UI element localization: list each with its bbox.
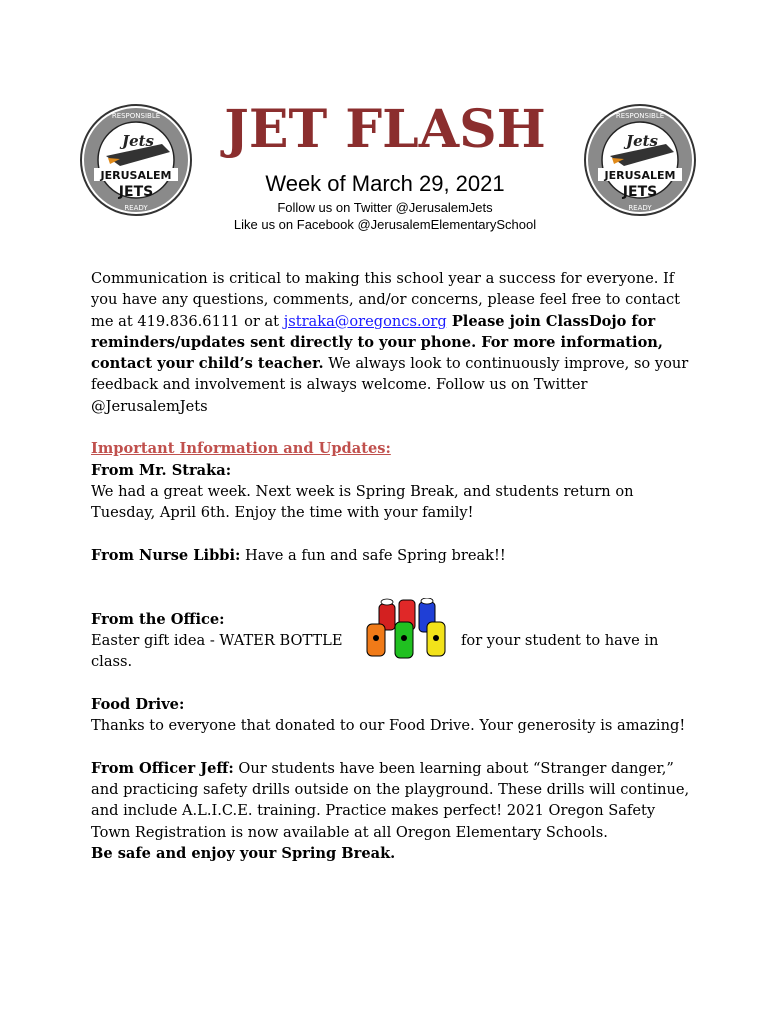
straka-heading: From Mr. Straka:	[91, 461, 232, 479]
nurse-heading: From Nurse Libbi:	[91, 546, 241, 564]
svg-text:RESPONSIBLE: RESPONSIBLE	[111, 112, 161, 120]
office-text-row	[91, 630, 691, 673]
svg-text:JERUSALEM: JERUSALEM	[100, 169, 172, 182]
office-heading: From the Office:	[91, 610, 225, 628]
svg-text:Jets: Jets	[625, 132, 659, 150]
svg-text:JETS: JETS	[622, 184, 658, 200]
email-link[interactable]: jstraka@oregoncs.org	[283, 312, 447, 330]
svg-text:READY: READY	[124, 204, 148, 212]
svg-text:Jets: Jets	[121, 132, 155, 150]
nurse-paragraph	[91, 545, 691, 566]
svg-text:JETS: JETS	[118, 184, 154, 200]
nurse-text: Have a fun and safe Spring break!!	[240, 546, 506, 564]
facebook-follow-line: Like us on Facebook @JerusalemElementarySchool	[233, 217, 537, 232]
twitter-follow-line: Follow us on Twitter @JerusalemJets	[277, 200, 493, 215]
newsletter-body	[91, 268, 691, 864]
newsletter-header	[0, 0, 770, 250]
intro-text-2: We always look to continuously improve, so your feedback and involvement is always welcome. Follow us on Twitter @JerusalemJets	[91, 355, 689, 415]
classdojo-note: Please join ClassDojo for reminders/updates sent directly to your phone. For more information, contact your child’s teacher.	[91, 312, 663, 373]
intro-paragraph	[91, 268, 691, 417]
officer-jeff-text: Our students have been learning about “Stranger danger,” and practicing safety drills outside on the playground. These drills will continue, and include A.L.I.C.E. training. Practice makes perfect! 2021 Oregon Safety Town Registration is now available at all Oregon Elementary Schools.	[91, 759, 690, 841]
straka-text: We had a great week. Next week is Spring Break, and students return on Tuesday, April 6th. Enjoy the time with your family!	[91, 482, 634, 522]
water-bottles-image	[361, 598, 457, 666]
newsletter-title: JET FLASH	[224, 99, 546, 160]
office-text-a: Easter gift idea - WATER BOTTLE	[91, 632, 343, 650]
svg-text:RESPONSIBLE: RESPONSIBLE	[615, 112, 665, 120]
food-drive-text: Thanks to everyone that donated to our Food Drive. Your generosity is amazing!	[91, 717, 686, 735]
officer-jeff-paragraph	[91, 758, 691, 843]
closing-line: Be safe and enjoy your Spring Break.	[91, 845, 396, 863]
office-text-c: class.	[91, 653, 133, 671]
officer-jeff-heading: From Officer Jeff:	[91, 759, 234, 777]
jerusalem-jets-logo	[584, 104, 696, 216]
intro-text: Communication is critical to making this school year a success for everyone. If you have any questions, comments, and/or concerns, please feel free to contact me at 419.836.6111 or at	[91, 270, 681, 330]
food-drive-heading: Food Drive:	[91, 695, 185, 713]
updates-heading: Important Information and Updates:	[91, 440, 391, 458]
svg-text:JERUSALEM: JERUSALEM	[604, 169, 676, 182]
svg-text:READY: READY	[628, 204, 652, 212]
office-text-b: for your student to have in	[461, 632, 659, 650]
week-of-date: Week of March 29, 2021	[265, 171, 505, 196]
